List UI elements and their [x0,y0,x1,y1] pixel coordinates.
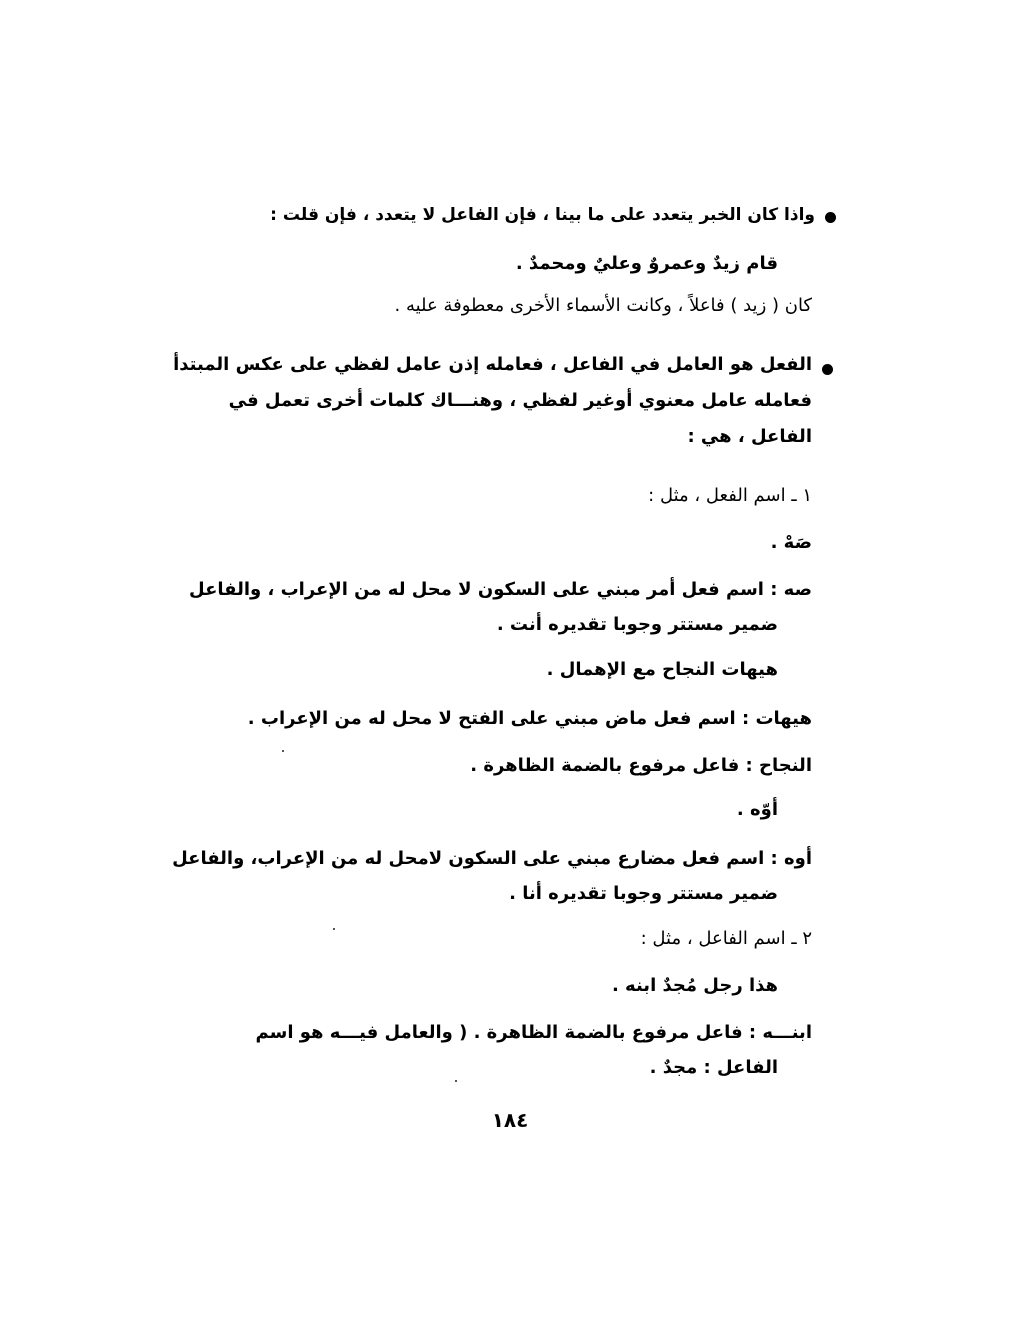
scan-speck [455,1080,457,1082]
analysis-line: ضمير مستتر وجوبا تقديره أنا . [509,883,778,904]
text-line: فعامله عامل معنوي أوغير لفظي ، وهنـــاك كلمات أخرى تعمل في [228,390,812,411]
text-line: الفعل هو العامل في الفاعل ، فعامله إذن عامل لفظي على عكس المبتدأ [173,354,812,375]
example-line: قام زيدٌ وعمروٌ وعليٌ ومحمدٌ . [515,253,778,274]
example-line: صَهْ . [770,532,812,553]
analysis-line: صه : اسم فعل أمر مبني على السكون لا محل له من الإعراب ، والفاعل [189,579,812,600]
list-item-heading: ١ ـ اسم الفعل ، مثل : [648,485,812,506]
analysis-line: أوه : اسم فعل مضارع مبني على السكون لامحل له من الإعراب، والفاعل [172,848,812,869]
example-line: هيهات النجاح مع الإهمال . [546,659,778,680]
bullet-icon [822,364,833,375]
text-line: كان ( زيد ) فاعلاً ، وكانت الأسماء الأخرى معطوفة عليه . [394,295,812,316]
analysis-line: ابنـــه : فاعل مرفوع بالضمة الظاهرة . ( والعامل فيـــه هو اسم [255,1022,812,1043]
analysis-line: هيهات : اسم فعل ماض مبني على الفتح لا محل له من الإعراب . [247,708,812,729]
text-line: واذا كان الخبر يتعدد على ما بينا ، فإن الفاعل لا يتعدد ، فإن قلت : [270,205,815,225]
analysis-line: ضمير مستتر وجوبا تقديره أنت . [496,614,778,635]
scan-speck [282,750,284,752]
example-line: أوّه . [736,799,778,820]
example-line: هذا رجل مُجدٌ ابنه . [611,975,778,996]
list-item-heading: ٢ ـ اسم الفاعل ، مثل : [640,928,812,949]
text-line: الفاعل ، هي : [687,426,812,447]
scan-speck [333,928,335,930]
analysis-line: النجاح : فاعل مرفوع بالضمة الظاهرة . [470,755,812,776]
page-number: ١٨٤ [491,1108,529,1132]
bullet-icon [825,212,836,223]
analysis-line: الفاعل : مجدٌ . [649,1057,778,1078]
